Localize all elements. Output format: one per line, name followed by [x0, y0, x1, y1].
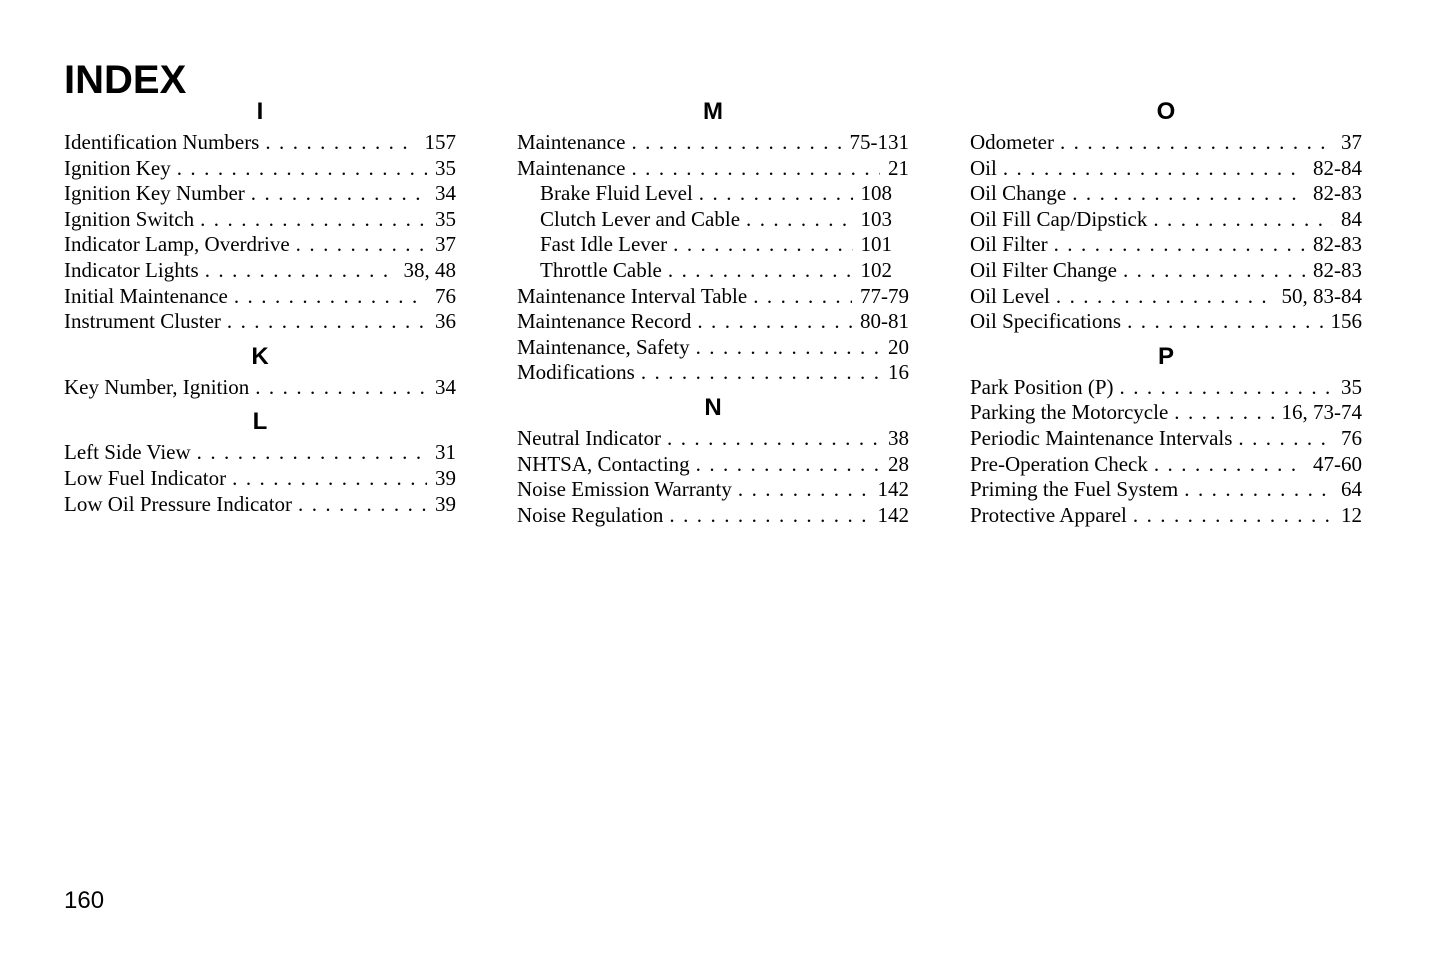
letter-group: [517, 390, 909, 528]
entry-term: Identification Numbers: [64, 130, 260, 154]
entry-term: Brake Fluid Level: [540, 181, 693, 206]
entry-pages: 21: [888, 155, 909, 180]
entry-list: [970, 130, 1362, 335]
index-entry: [64, 258, 456, 284]
entry-term: Oil Specifications: [970, 309, 1122, 334]
dot-leader: [669, 503, 869, 529]
dot-leader: [1154, 452, 1305, 478]
entry-term: Fast Idle Lever: [540, 232, 668, 257]
index-entry: [517, 130, 909, 156]
entry-pages: 39: [435, 465, 456, 490]
entry-term: Maintenance Interval Table: [517, 283, 748, 308]
entry-term: Initial Maintenance: [64, 283, 228, 308]
entry-pages: 80-81: [860, 309, 909, 334]
dot-leader: [696, 335, 880, 361]
entry-term: Pre-Operation Check: [970, 451, 1148, 476]
letter-group: [970, 339, 1362, 529]
entry-term: Maintenance: [517, 155, 626, 180]
section-letter: N: [704, 393, 722, 421]
entry-pages: 34: [435, 374, 456, 399]
entry-term: NHTSA, Contacting: [517, 451, 690, 476]
index-entry: [64, 156, 456, 182]
page-title: INDEX: [64, 58, 187, 102]
index-entry: [970, 400, 1362, 426]
dot-leader: [746, 207, 852, 233]
entry-term: Oil Level: [970, 283, 1050, 308]
dot-leader: [673, 232, 852, 258]
section-letter: O: [1156, 98, 1176, 125]
index-entry: [970, 181, 1362, 207]
index-entry: [64, 207, 456, 233]
entry-list: [517, 130, 909, 386]
entry-term: Indicator Lamp, Overdrive: [64, 232, 290, 257]
entry-pages: 16, 73-74: [1281, 400, 1362, 425]
index-column: [517, 96, 909, 528]
entry-pages: 35: [1341, 374, 1362, 399]
entry-pages: 39: [435, 491, 456, 516]
dot-leader: [1127, 309, 1322, 335]
index-entry: [517, 426, 909, 452]
entry-pages: 82-84: [1313, 155, 1362, 180]
entry-pages: 108: [860, 181, 892, 206]
dot-leader: [177, 156, 427, 182]
entry-term: Modifications: [517, 360, 635, 385]
dot-leader: [1174, 400, 1273, 426]
dot-leader: [298, 492, 427, 518]
dot-leader: [1056, 284, 1274, 310]
dot-leader: [699, 181, 853, 207]
index-entry: [64, 309, 456, 335]
dot-leader: [696, 452, 880, 478]
dot-leader: [255, 375, 427, 401]
index-entry: [970, 258, 1362, 284]
index-entry: [517, 503, 909, 529]
entry-pages: 12: [1341, 502, 1362, 527]
entry-list: [64, 440, 456, 517]
entry-pages: 156: [1330, 309, 1362, 334]
index-entry: [970, 284, 1362, 310]
entry-pages: 82-83: [1313, 257, 1362, 282]
index-entry: [517, 477, 909, 503]
entry-pages: 35: [435, 206, 456, 231]
entry-term: Ignition Key Number: [64, 181, 245, 206]
index-entry: [970, 426, 1362, 452]
dot-leader: [738, 477, 870, 503]
entry-pages: 47-60: [1313, 451, 1362, 476]
index-entry: [517, 360, 909, 386]
index-entry: [970, 130, 1362, 156]
index-entry: [517, 309, 909, 335]
dot-leader: [753, 284, 852, 310]
entry-pages: 82-83: [1313, 232, 1362, 257]
dot-leader: [1153, 207, 1333, 233]
dot-leader: [697, 309, 852, 335]
section-letter: M: [703, 98, 723, 125]
index-entry: [970, 503, 1362, 529]
index-entry: [970, 452, 1362, 478]
entry-pages: 34: [435, 181, 456, 206]
entry-pages: 75-131: [849, 130, 909, 154]
entry-term: Oil Filter Change: [970, 257, 1117, 282]
index-column: [970, 96, 1362, 528]
entry-pages: 82-83: [1313, 181, 1362, 206]
index-subentry: [517, 207, 892, 233]
entry-term: Low Oil Pressure Indicator: [64, 491, 293, 516]
entry-pages: 35: [435, 155, 456, 180]
entry-pages: 36: [435, 309, 456, 334]
index-entry: [517, 452, 909, 478]
entry-list: [64, 375, 456, 401]
letter-group: [64, 96, 456, 335]
dot-leader: [631, 156, 880, 182]
section-letter: P: [1157, 342, 1174, 370]
entry-pages: 84: [1341, 206, 1362, 231]
entry-pages: 102: [860, 257, 892, 282]
entry-term: Clutch Lever and Cable: [540, 206, 741, 231]
entry-term: Priming the Fuel System: [970, 477, 1179, 502]
entry-pages: 64: [1341, 477, 1362, 502]
page-number: 160: [64, 887, 105, 914]
index-entry: [64, 440, 456, 466]
index-entry: [517, 156, 909, 182]
entry-pages: 28: [888, 451, 909, 476]
index-subentry: [517, 232, 892, 258]
section-letter: K: [251, 342, 269, 370]
index-entry: [64, 375, 456, 401]
index-entry: [64, 181, 456, 207]
entry-term: Neutral Indicator: [517, 425, 662, 450]
entry-pages: 37: [435, 232, 456, 257]
dot-leader: [1072, 181, 1305, 207]
entry-term: Throttle Cable: [540, 257, 662, 282]
entry-term: Ignition Key: [64, 155, 171, 180]
entry-term: Maintenance, Safety: [517, 334, 690, 359]
entry-pages: 38, 48: [403, 257, 456, 282]
index-entry: [64, 466, 456, 492]
entry-list: [970, 375, 1362, 529]
section-letter: I: [256, 98, 264, 125]
index-entry: [517, 335, 909, 361]
entry-term: Noise Regulation: [517, 502, 664, 527]
entry-pages: 20: [888, 334, 909, 359]
dot-leader: [205, 258, 396, 284]
section-letter: L: [252, 408, 268, 436]
entry-term: Key Number, Ignition: [64, 374, 250, 399]
entry-pages: 37: [1341, 130, 1362, 154]
dot-leader: [1060, 130, 1333, 156]
entry-term: Noise Emission Warranty: [517, 477, 732, 502]
index-entry: [970, 309, 1362, 335]
entry-pages: 101: [860, 232, 892, 257]
entry-pages: 76: [435, 283, 456, 308]
entry-term: Oil Change: [970, 181, 1067, 206]
entry-term: Low Fuel Indicator: [64, 465, 227, 490]
dot-leader: [1184, 477, 1333, 503]
index-entry: [970, 156, 1362, 182]
entry-pages: 157: [424, 130, 456, 154]
index-entry: [970, 477, 1362, 503]
entry-term: Protective Apparel: [970, 502, 1127, 527]
entry-term: Left Side View: [64, 440, 191, 465]
letter-group: [64, 404, 456, 517]
index-entry: [970, 232, 1362, 258]
dot-leader: [667, 426, 880, 452]
dot-leader: [1238, 426, 1333, 452]
letter-group: [970, 96, 1362, 335]
entry-pages: 31: [435, 440, 456, 465]
entry-pages: 16: [888, 360, 909, 385]
entry-term: Indicator Lights: [64, 257, 199, 282]
dot-leader: [232, 466, 427, 492]
entry-term: Instrument Cluster: [64, 309, 221, 334]
entry-term: Maintenance Record: [517, 309, 692, 334]
dot-leader: [1003, 156, 1305, 182]
entry-list: [517, 426, 909, 528]
dot-leader: [296, 232, 427, 258]
dot-leader: [1054, 232, 1305, 258]
entry-pages: 76: [1341, 425, 1362, 450]
entry-pages: 77-79: [860, 283, 909, 308]
dot-leader: [668, 258, 853, 284]
entry-pages: 103: [860, 206, 892, 231]
dot-leader: [265, 130, 416, 156]
dot-leader: [1123, 258, 1305, 284]
entry-pages: 50, 83-84: [1281, 283, 1362, 308]
dot-leader: [1120, 375, 1333, 401]
entry-term: Oil Fill Cap/Dipstick: [970, 206, 1148, 231]
index-entry: [64, 492, 456, 518]
entry-pages: 142: [877, 477, 909, 502]
entry-term: Maintenance: [517, 130, 626, 154]
index-subentry: [517, 258, 892, 284]
dot-leader: [234, 284, 427, 310]
index-entry: [970, 375, 1362, 401]
entry-term: Parking the Motorcycle: [970, 400, 1169, 425]
index-entry: [64, 284, 456, 310]
dot-leader: [197, 440, 427, 466]
dot-leader: [200, 207, 427, 233]
index-entry: [970, 207, 1362, 233]
entry-term: Oil Filter: [970, 232, 1048, 257]
entry-list: [64, 130, 456, 335]
dot-leader: [631, 130, 841, 156]
dot-leader: [641, 360, 880, 386]
index-entry: [64, 130, 456, 156]
dot-leader: [227, 309, 427, 335]
entry-term: Odometer: [970, 130, 1054, 154]
entry-term: Park Position (P): [970, 374, 1114, 399]
index-entry: [64, 232, 456, 258]
entry-term: Periodic Maintenance Intervals: [970, 425, 1233, 450]
entry-pages: 38: [888, 425, 909, 450]
entry-term: Oil: [970, 155, 997, 180]
letter-group: [517, 96, 909, 386]
letter-group: [64, 339, 456, 401]
index-subentry: [517, 181, 892, 207]
dot-leader: [1133, 503, 1333, 529]
dot-leader: [251, 181, 427, 207]
entry-pages: 142: [877, 502, 909, 527]
index-entry: [517, 284, 909, 310]
entry-term: Ignition Switch: [64, 206, 195, 231]
index-column: [64, 96, 456, 517]
